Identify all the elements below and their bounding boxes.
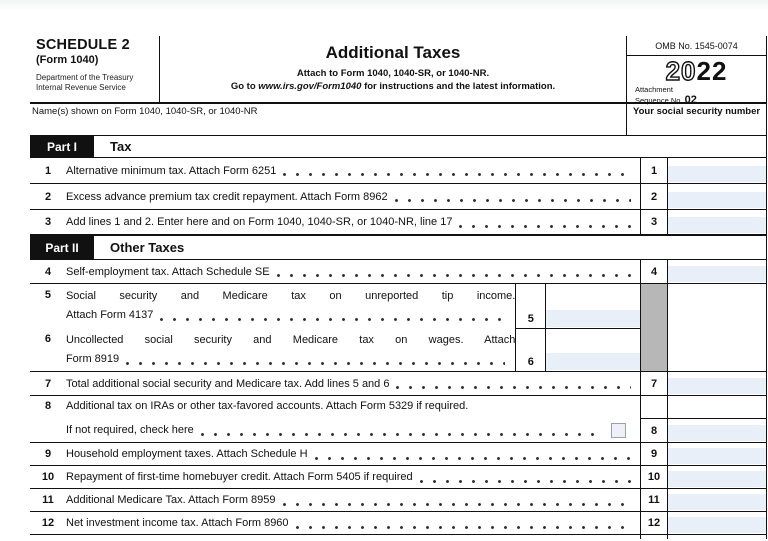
line-1-box-number: 1 [640, 158, 667, 183]
irs-url: www.irs.gov/Form1040 [258, 81, 362, 92]
line-6-text [66, 328, 515, 371]
line-9-box-number: 9 [640, 443, 667, 465]
dot-leader [296, 526, 631, 529]
line-8-number-spacer [30, 418, 66, 442]
line-10-number: 10 [41, 471, 55, 483]
line-2-text: Excess advance premium tax credit repayment. Attach Form 8962 [66, 190, 388, 203]
line-11-box-number: 11 [640, 489, 667, 511]
line-9-text: Household employment taxes. Attach Schedule H [66, 448, 308, 460]
line-2-amount-cell [667, 184, 766, 209]
line-9-amount-cell [667, 443, 766, 465]
line-10-box-number: 10 [640, 466, 667, 488]
line-6-amount-cell [545, 328, 640, 371]
line-8-amount-field[interactable] [668, 425, 766, 441]
part-i-header [30, 136, 766, 158]
header-center-block [160, 36, 626, 102]
line-2-number: 2 [44, 190, 52, 203]
line-7-number: 7 [44, 377, 52, 390]
line-7-text: Total additional social security and Medicare tax. Add lines 5 and 6 [66, 377, 390, 390]
dot-leader [126, 362, 505, 365]
line-11-amount-cell [667, 489, 766, 511]
line-10-amount-field[interactable] [668, 471, 766, 487]
part-ii-title: Other Taxes [110, 240, 185, 255]
line-6-number: 6 [44, 333, 52, 345]
line-5-number: 5 [44, 289, 52, 301]
schedule-2-form [30, 36, 767, 539]
dot-leader [315, 457, 631, 460]
agency-line1: Department of the Treasury [36, 73, 134, 82]
line-5-right-spacer [667, 284, 766, 328]
line-5-amount-field[interactable] [546, 310, 640, 327]
sequence-number: 02 [684, 94, 697, 106]
attach-instruction: Attach to Form 1040, 1040-SR, or 1040-NR. [296, 68, 490, 79]
name-label: Name(s) shown on Form 1040, 1040-SR, or 1040-NR [32, 106, 258, 117]
line-5-text-line2: Attach Form 4137 [65, 309, 154, 321]
form-header [30, 36, 766, 104]
line-8-text-line1: Additional tax on IRAs or other tax-favored accounts. Attach Form 5329 if required. [66, 400, 469, 412]
line-2-row [30, 184, 766, 210]
schedule-label: SCHEDULE 2 [36, 37, 130, 53]
dot-leader [459, 225, 631, 228]
part-ii-badge: Part II [30, 236, 94, 259]
line-4-box-number: 4 [640, 260, 667, 283]
line-3-text: Add lines 1 and 2. Enter here and on Form 1040, 1040-SR, or 1040-NR, line 17 [66, 216, 453, 228]
line-7-amount-field[interactable] [668, 378, 766, 394]
line-8-box-number: 8 [640, 418, 667, 442]
dot-leader [160, 318, 505, 321]
line-12-box-number: 12 [640, 512, 667, 534]
line-9-number: 9 [44, 448, 52, 460]
dot-leader [201, 433, 602, 436]
line-5-amount-cell [545, 284, 640, 328]
line-8-row-bottom [30, 418, 766, 443]
dot-leader [283, 173, 631, 176]
part-ii-header [30, 236, 766, 260]
goto-instruction [160, 81, 626, 92]
attachment-line2: Sequence No. [635, 96, 685, 105]
line-9-row [30, 443, 766, 466]
line-11-text: Additional Medicare Tax. Attach Form 8959 [66, 494, 276, 506]
line-6-amount-field[interactable] [546, 353, 640, 370]
goto-prefix: Go to [230, 81, 259, 92]
dot-leader [420, 480, 631, 483]
line-8-row-top [30, 396, 766, 418]
ssn-label: Your social security number [633, 106, 761, 117]
line-5-shaded-area [640, 284, 667, 328]
line-12-number: 12 [41, 517, 55, 529]
part-i-title: Tax [110, 139, 132, 154]
line-8-number: 8 [44, 400, 52, 412]
form-title: Additional Taxes [325, 43, 461, 62]
line-2-box-number: 2 [640, 184, 667, 209]
line-5-box-number: 5 [515, 284, 545, 328]
name-ssn-row [30, 104, 766, 136]
line-8-amount-spacer [667, 396, 766, 418]
line-4-amount-field[interactable] [668, 266, 766, 282]
omb-number: OMB No. 1545-0074 [627, 36, 766, 56]
line-1-row [30, 158, 766, 184]
header-right-block [626, 36, 766, 106]
line-6-right-spacer [667, 328, 766, 371]
year-outline-digits: 20 [665, 56, 697, 86]
line-5-row [30, 284, 766, 328]
line-1-amount-cell [667, 158, 766, 183]
line-7-box-number: 7 [640, 372, 667, 395]
line-4-row [30, 260, 766, 284]
attachment-line1: Attachment [635, 85, 673, 94]
agency-line2: Internal Revenue Service [36, 83, 126, 92]
line-3-row [30, 210, 766, 236]
line-9-amount-field[interactable] [668, 448, 766, 464]
line-7-amount-cell [667, 372, 766, 395]
dot-leader [277, 274, 631, 277]
dot-leader [395, 199, 631, 202]
line-12-amount-field[interactable] [668, 517, 766, 533]
line-1-number: 1 [44, 164, 52, 177]
name-field[interactable] [30, 104, 626, 135]
line-12-amount-cell [667, 512, 766, 534]
line-6-row [30, 328, 766, 372]
agency-label [36, 73, 155, 93]
dot-leader [396, 386, 631, 389]
line-6-text-line1: Uncollected social security and Medicare tax on wages. Attach [65, 334, 516, 346]
line-4-number: 4 [44, 265, 52, 278]
line-8-checkbox[interactable] [611, 423, 626, 438]
line-3-box-number: 3 [640, 210, 667, 234]
part-i-badge: Part I [30, 136, 94, 157]
line-7-row [30, 372, 766, 396]
line-8-amount-cell [667, 418, 766, 442]
line-1-text: Alternative minimum tax. Attach Form 6251 [66, 164, 277, 177]
dot-leader [283, 503, 631, 506]
ssn-field[interactable] [626, 104, 766, 135]
line-10-text: Repayment of first-time homebuyer credit. Attach Form 5405 if required [66, 471, 413, 483]
line-6-box-number: 6 [515, 328, 545, 371]
line-5-text-line1: Social security and Medicare tax on unreported tip income. [65, 290, 516, 302]
line-6-text-line2: Form 8919 [65, 353, 120, 365]
line-4-text: Self-employment tax. Attach Schedule SE [66, 265, 270, 278]
line-3-number: 3 [44, 216, 52, 228]
line-2-amount-field[interactable] [668, 192, 766, 208]
line-11-number: 11 [42, 494, 54, 506]
form-number-label: (Form 1040) [36, 54, 99, 66]
line-3-amount-field[interactable] [668, 217, 766, 233]
line-8-box-spacer [640, 396, 667, 418]
line-12-row [30, 512, 766, 535]
line-10-amount-cell [667, 466, 766, 488]
year-bold-digits: 22 [696, 56, 728, 86]
line-10-row [30, 466, 766, 489]
tax-year [627, 56, 766, 84]
line-3-amount-cell [667, 210, 766, 234]
goto-suffix: for instructions and the latest information. [361, 81, 556, 92]
line-6-shaded-area [640, 328, 667, 371]
line-5-text [66, 284, 515, 328]
line-4-amount-cell [667, 260, 766, 283]
header-left-block [30, 36, 160, 102]
line-8-text-line2: If not required, check here [66, 424, 194, 436]
line-11-amount-field[interactable] [668, 494, 766, 510]
cutoff-row-stub [30, 535, 766, 539]
line-11-row [30, 489, 766, 512]
line-12-text: Net investment income tax. Attach Form 8960 [66, 517, 289, 529]
line-1-amount-field[interactable] [668, 166, 766, 182]
